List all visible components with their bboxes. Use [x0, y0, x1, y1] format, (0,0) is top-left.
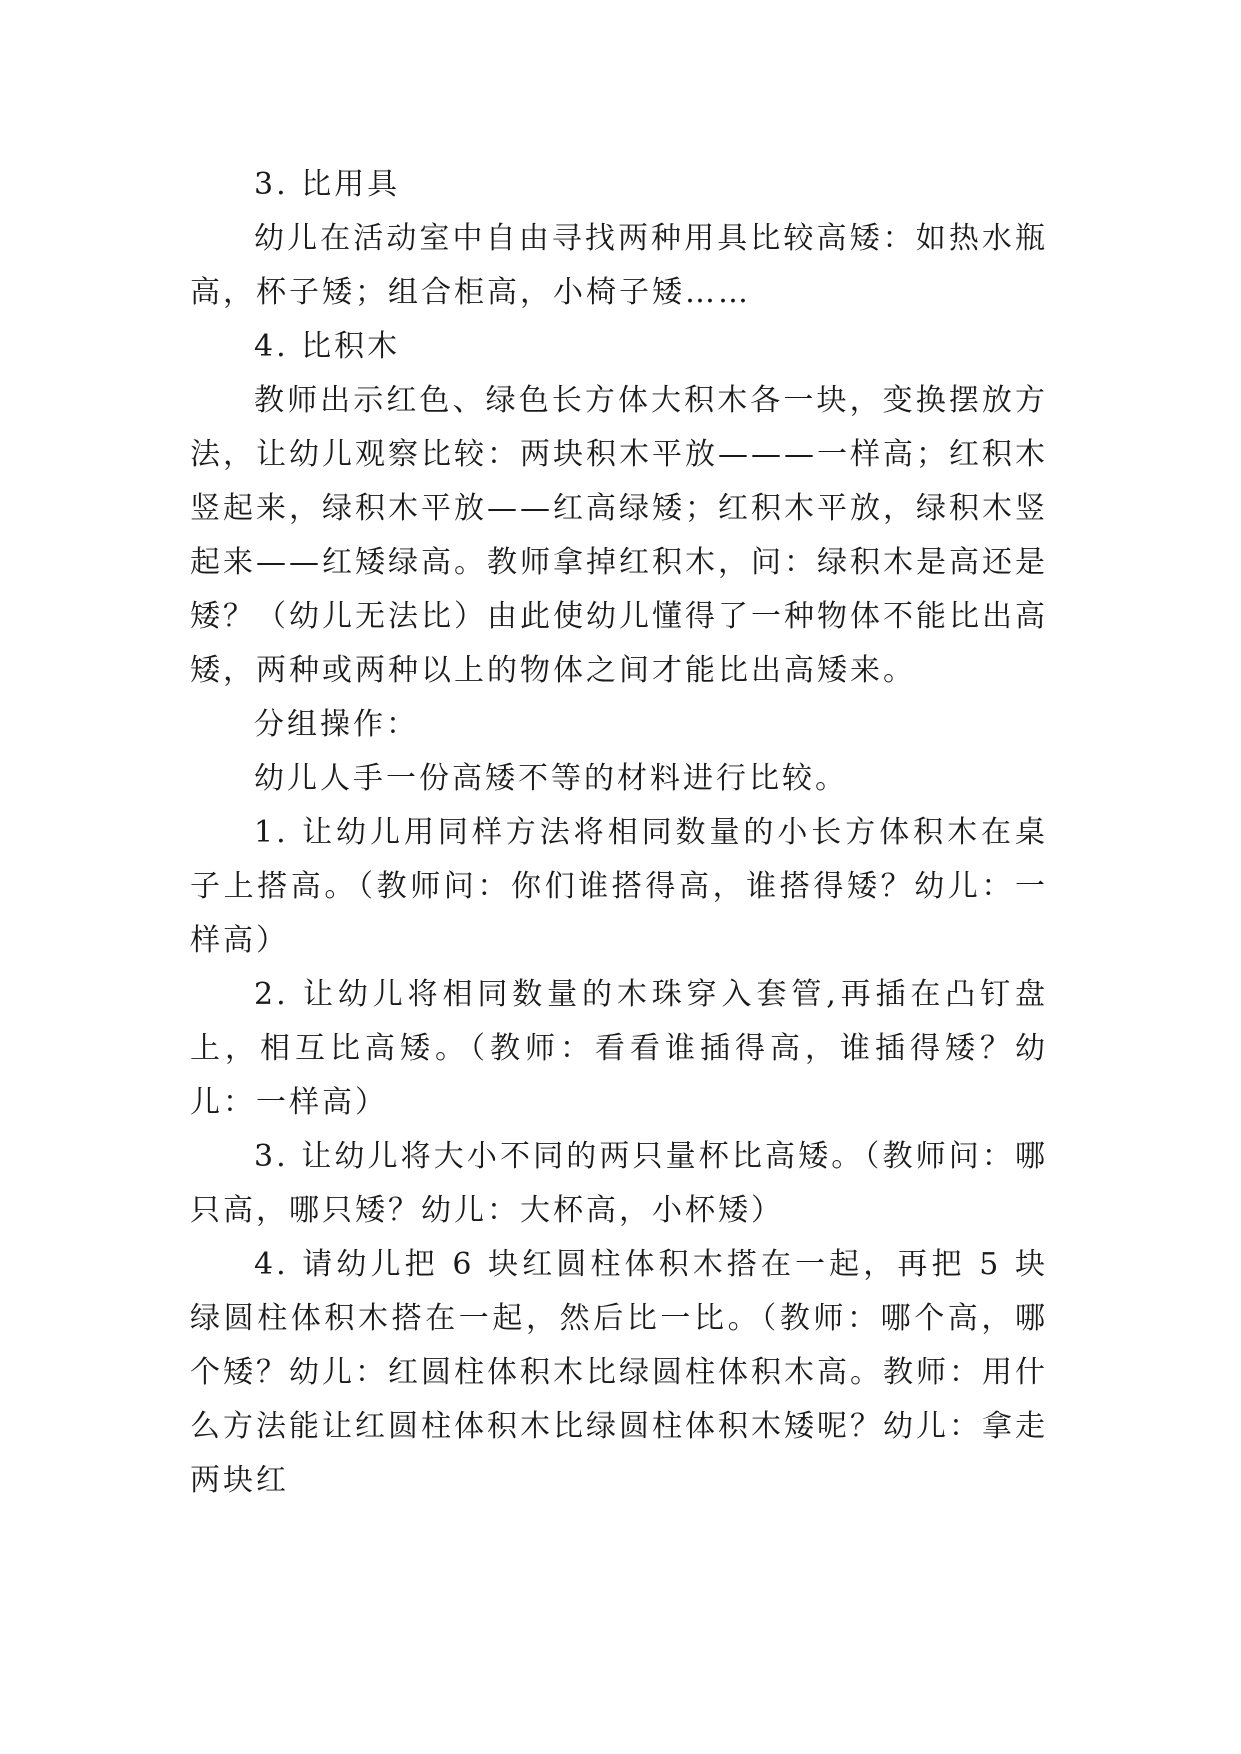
heading-compare-utensils: 3. 比用具: [254, 167, 401, 202]
list-item: 4. 请幼儿把 6 块红圆柱体积木搭在一起，再把 5 块绿圆柱体积木搭在一起，然后比一比。（教师：哪个高，哪个矮？幼儿：红圆柱体积木比绿圆柱体积木高。教师：用什么方法能让红圆柱体积木比绿圆柱体积木矮呢？幼儿：拿走两块红: [190, 1247, 1048, 1498]
heading-group-operation: 分组操作：: [254, 707, 419, 742]
heading-compare-blocks: 4. 比积木: [254, 329, 401, 364]
list-item: 1. 让幼儿用同样方法将相同数量的小长方体积木在桌子上搭高。（教师问：你们谁搭得高，谁搭得矮？幼儿：一样高）: [190, 815, 1048, 958]
list-item: 2. 让幼儿将相同数量的木珠穿入套管,再插在凸钉盘上，相互比高矮。（教师：看看谁插得高，谁插得矮？幼儿：一样高）: [190, 977, 1048, 1120]
paragraph: 幼儿在活动室中自由寻找两种用具比较高矮：如热水瓶高，杯子矮；组合柜高，小椅子矮……: [190, 221, 1048, 310]
document-body: [190, 158, 1048, 1508]
list-item: 3. 让幼儿将大小不同的两只量杯比高矮。（教师问：哪只高，哪只矮？幼儿：大杯高，小杯矮）: [190, 1139, 1048, 1228]
paragraph: 教师出示红色、绿色长方体大积木各一块，变换摆放方法，让幼儿观察比较：两块积木平放———一样高；红积木竖起来，绿积木平放——红高绿矮；红积木平放，绿积木竖起来——红矮绿高。教师拿掉红积木，问：绿积木是高还是矮？（幼儿无法比）由此使幼儿懂得了一种物体不能比出高矮，两种或两种以上的物体之间才能比出高矮来。: [190, 383, 1048, 688]
paragraph: 幼儿人手一份高矮不等的材料进行比较。: [254, 761, 848, 796]
